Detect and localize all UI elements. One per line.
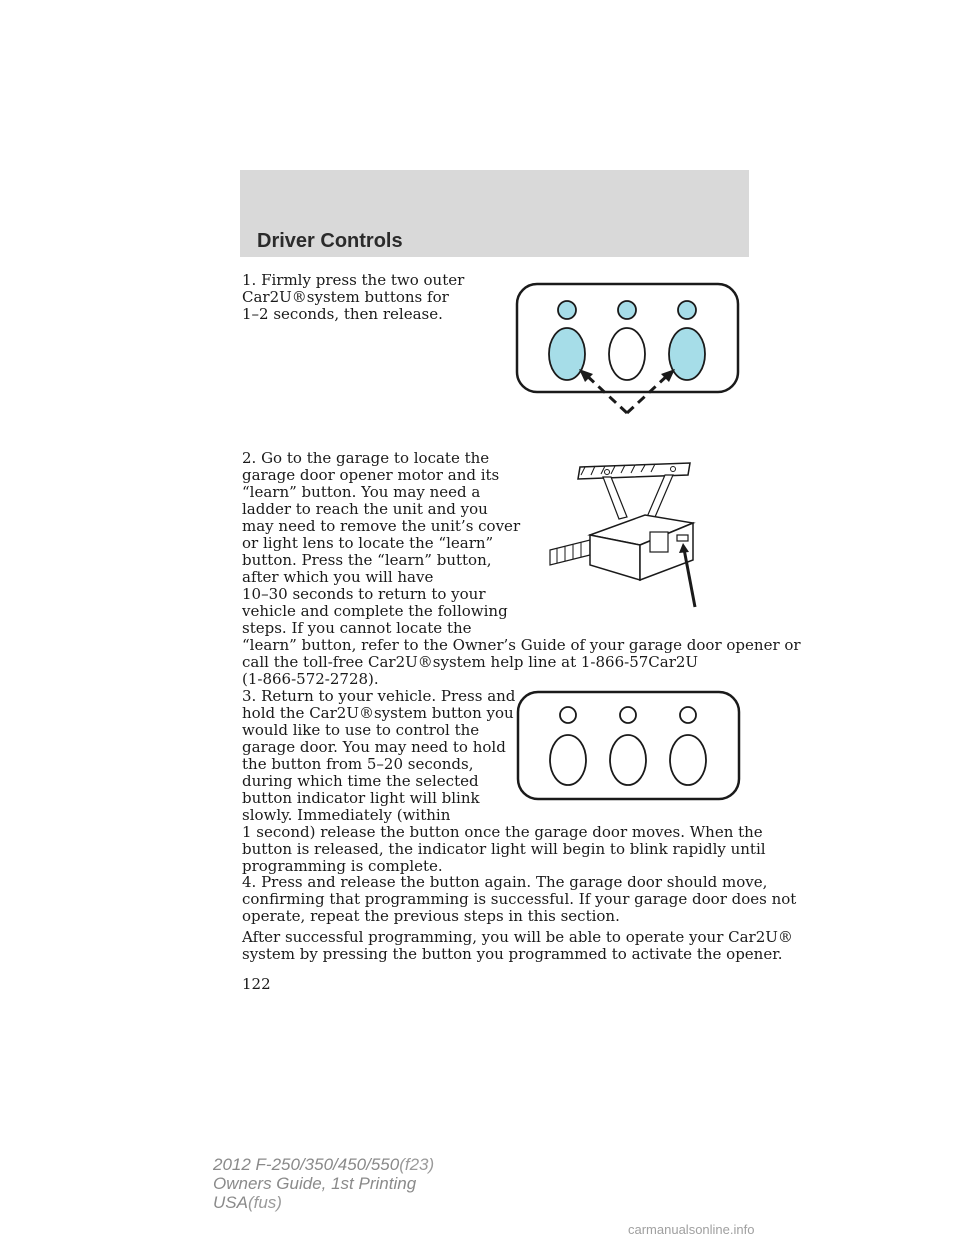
- step-1-text: 1. Firmly press the two outer Car2U®system buttons for 1–2 seconds, then release.: [242, 271, 465, 323]
- indicator-light-center: [620, 707, 636, 723]
- section-header: [240, 170, 749, 257]
- page-number: 122: [242, 975, 271, 993]
- garage-opener-motor-figure: [545, 455, 745, 615]
- button-left-highlighted: [549, 328, 585, 380]
- hanger-strap-right: [647, 475, 673, 517]
- rail: [550, 540, 590, 565]
- button-right-highlighted: [669, 328, 705, 380]
- closing-text: After successful programming, you will be able to operate your Car2U® system by pressing the button you programmed to activate the opener.: [242, 928, 793, 963]
- step-3-text: 3. Return to your vehicle. Press and hold the Car2U®system button you would like to use to control the garage door. You may need to hold the button from 5–20 seconds, during which time the selected button indicator light will blink slowly. Immediately (within 1 second) release the button once the garage door moves. When the button is released, the indicator light will begin to blink rapidly until programming is complete.: [242, 687, 766, 875]
- document-footer: 2012 F-250/350/450/550(f23) Owners Guide, 1st Printing USA(fus): [213, 1155, 435, 1212]
- watermark: carmanualsonline.info: [628, 1222, 755, 1237]
- section-title: Driver Controls: [257, 230, 403, 252]
- step-4-text: 4. Press and release the button again. The garage door should move, confirming that programming is successful. If your garage door does not operate, repeat the previous steps in this section.: [242, 873, 797, 925]
- button-left: [550, 735, 586, 785]
- indicator-light-left: [558, 301, 576, 319]
- button-panel-highlighted-figure: [515, 282, 741, 418]
- button-panel-figure: [516, 690, 742, 802]
- indicator-light-left: [560, 707, 576, 723]
- button-center: [609, 328, 645, 380]
- button-right: [670, 735, 706, 785]
- hanger-strap-left: [603, 477, 627, 519]
- indicator-light-center: [618, 301, 636, 319]
- indicator-light-right: [680, 707, 696, 723]
- button-center: [610, 735, 646, 785]
- step-2-text: 2. Go to the garage to locate the garage door opener motor and its “learn” button. You may need a ladder to reach the unit and you may need to remove the unit’s cover or light lens to locate the “learn” button. Press the “learn” button, after which you will have 10–30 seconds to return to your vehicle and complete the following steps. If you cannot locate the “learn” button, refer to the Owner’s Guide of your garage door opener or call the toll-free Car2U®system help line at 1-866-57Car2U (1-866-572-2728).: [242, 449, 801, 688]
- light-lens: [650, 532, 668, 552]
- learn-button: [677, 535, 688, 541]
- indicator-light-right: [678, 301, 696, 319]
